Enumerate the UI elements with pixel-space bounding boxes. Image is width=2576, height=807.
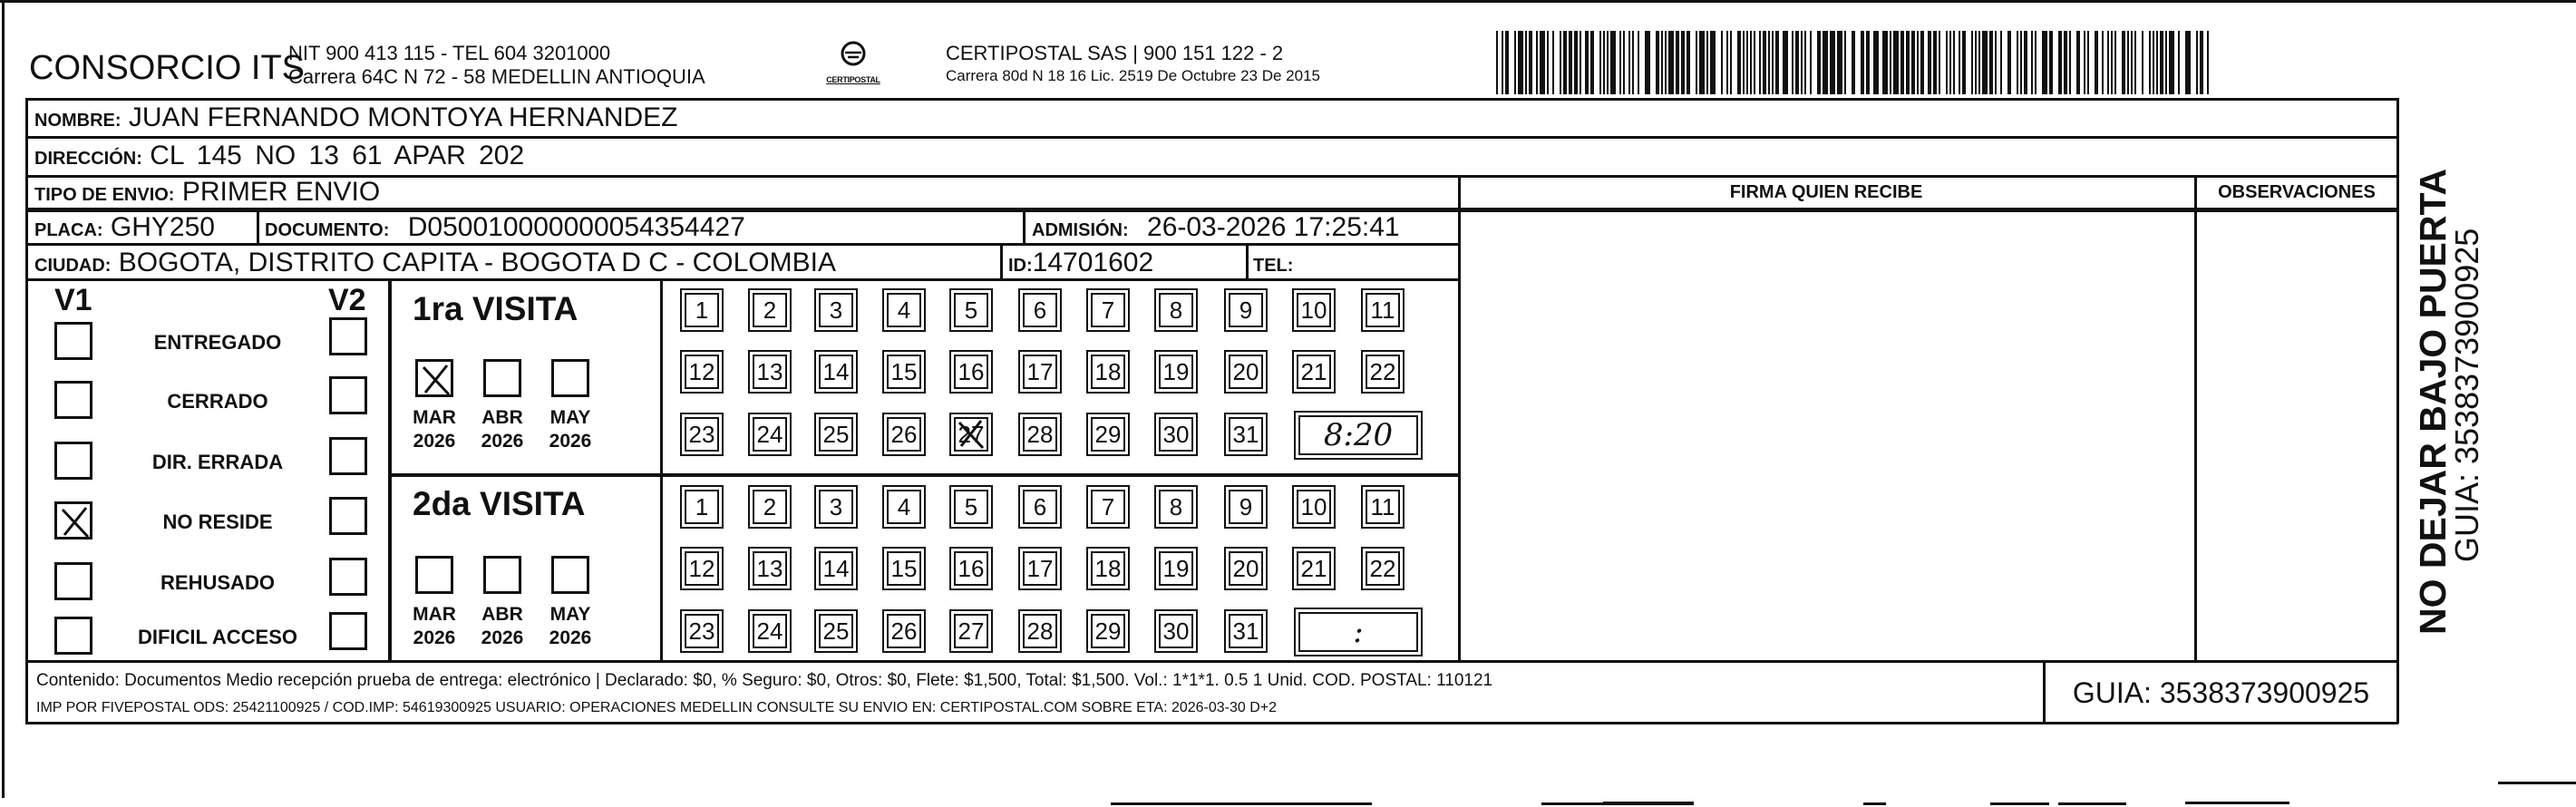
day-box[interactable]: 17 bbox=[1023, 355, 1057, 389]
ciudad-label: CIUDAD: bbox=[34, 256, 112, 276]
day-box[interactable]: 11 bbox=[1366, 490, 1400, 524]
rule bbox=[25, 175, 2398, 178]
day-check-mark bbox=[954, 417, 988, 452]
v1-checkbox[interactable] bbox=[54, 617, 92, 655]
month-year: 2026 bbox=[413, 627, 456, 648]
month-checkbox[interactable] bbox=[483, 359, 521, 397]
day-box[interactable]: 6 bbox=[1023, 293, 1057, 327]
day-box[interactable]: 30 bbox=[1159, 417, 1193, 452]
direccion-label: DIRECCIÓN: bbox=[34, 149, 142, 169]
ciudad-field bbox=[34, 248, 836, 278]
scan-mark bbox=[1603, 802, 1694, 805]
day-box[interactable]: 2 bbox=[753, 490, 787, 524]
month-name: ABR bbox=[481, 407, 523, 428]
day-box[interactable]: 21 bbox=[1297, 355, 1331, 389]
day-box[interactable]: 18 bbox=[1091, 355, 1125, 389]
day-box[interactable]: 15 bbox=[887, 551, 921, 586]
admision-label: ADMISIÓN: bbox=[1032, 220, 1129, 240]
day-box[interactable]: 7 bbox=[1091, 293, 1125, 327]
id-value: 14701602 bbox=[1032, 248, 1154, 277]
day-box[interactable]: 23 bbox=[685, 614, 719, 648]
day-box[interactable]: 29 bbox=[1091, 614, 1125, 648]
month-year: 2026 bbox=[481, 627, 524, 648]
placa-value: GHY250 bbox=[110, 212, 215, 242]
rule bbox=[388, 278, 392, 660]
side-warning: NO DEJAR BAJO PUERTA bbox=[2412, 168, 2454, 635]
documento-value: D050010000000054354427 bbox=[407, 212, 745, 242]
status-option-label: CERRADO bbox=[167, 390, 268, 413]
nombre-label: NOMBRE: bbox=[34, 111, 122, 131]
scan-mark bbox=[1990, 802, 2049, 805]
observaciones-header: OBSERVACIONES bbox=[2218, 182, 2376, 202]
day-box[interactable]: 18 bbox=[1091, 551, 1125, 586]
rule bbox=[25, 98, 28, 724]
status-option-label: DIFICIL ACCESO bbox=[137, 626, 297, 648]
day-box[interactable]: 3 bbox=[819, 490, 853, 524]
rule bbox=[25, 722, 2398, 724]
footer-guia: GUIA: 3538373900925 bbox=[2072, 676, 2370, 709]
month-year: 2026 bbox=[481, 431, 524, 452]
day-box[interactable]: 24 bbox=[753, 614, 787, 648]
month-label bbox=[540, 603, 600, 650]
rule bbox=[1458, 175, 1461, 660]
v2-header: V2 bbox=[328, 283, 366, 317]
nombre-field bbox=[34, 102, 678, 133]
day-box[interactable]: 27 bbox=[954, 417, 988, 452]
scan-mark bbox=[1863, 802, 1886, 805]
day-box[interactable]: 14 bbox=[819, 355, 853, 389]
month-label bbox=[472, 603, 532, 650]
day-box[interactable]: 23 bbox=[685, 417, 719, 452]
day-box[interactable]: 13 bbox=[753, 355, 787, 389]
month-year: 2026 bbox=[549, 431, 592, 452]
day-box[interactable]: 13 bbox=[753, 551, 787, 586]
day-box[interactable]: 9 bbox=[1229, 490, 1263, 524]
time-box[interactable]: : bbox=[1298, 612, 1418, 652]
day-box[interactable]: 31 bbox=[1229, 614, 1263, 648]
rule bbox=[2396, 98, 2399, 724]
admision-field bbox=[1032, 212, 1400, 243]
day-box[interactable]: 9 bbox=[1229, 293, 1263, 327]
month-label bbox=[404, 406, 464, 453]
v1-checkbox[interactable] bbox=[54, 381, 92, 419]
id-field bbox=[1008, 248, 1153, 278]
scan-mark bbox=[2185, 802, 2289, 804]
day-box[interactable]: 25 bbox=[819, 417, 853, 452]
day-box[interactable]: 22 bbox=[1366, 355, 1400, 389]
day-box[interactable]: 19 bbox=[1159, 551, 1193, 586]
day-box[interactable]: 11 bbox=[1366, 293, 1400, 327]
day-box[interactable]: 24 bbox=[753, 417, 787, 452]
status-option-label: DIR. ERRADA bbox=[151, 451, 284, 473]
day-box[interactable]: 26 bbox=[887, 417, 921, 452]
documento-field bbox=[265, 212, 745, 243]
day-box[interactable]: 1 bbox=[685, 293, 719, 327]
day-box[interactable]: 5 bbox=[954, 293, 988, 327]
day-box[interactable]: 2 bbox=[753, 293, 787, 327]
day-box[interactable]: 31 bbox=[1229, 417, 1263, 452]
id-label: ID: bbox=[1008, 256, 1033, 276]
day-box[interactable]: 6 bbox=[1023, 490, 1057, 524]
day-box[interactable]: 27 bbox=[954, 614, 988, 648]
day-box[interactable]: 16 bbox=[954, 551, 988, 586]
day-box[interactable]: 5 bbox=[954, 490, 988, 524]
day-box[interactable]: 4 bbox=[887, 293, 921, 327]
status-option-label: REHUSADO bbox=[160, 571, 275, 594]
month-name: MAY bbox=[549, 604, 591, 625]
rule bbox=[257, 208, 259, 243]
month-checkbox[interactable] bbox=[415, 359, 453, 397]
day-box[interactable]: 25 bbox=[819, 614, 853, 648]
company-line1: NIT 900 413 115 - TEL 604 3201000 bbox=[288, 42, 611, 64]
v1-checkbox[interactable] bbox=[54, 322, 92, 360]
carrier-line1: CERTIPOSTAL SAS | 900 151 122 - 2 bbox=[946, 42, 1284, 64]
day-box[interactable]: 3 bbox=[819, 293, 853, 327]
footer-line1: Contenido: Documentos Medio recepción prueba de entrega: electrónico | Declarado: $0, % Seguro: $0, Otros: $0, Flete: $1,500, Total: $1,500. Vol.: 1*1*1. 0.5 1 Unid. COD. POSTAL: 110121 bbox=[36, 671, 1493, 690]
company-name: CONSORCIO ITS bbox=[29, 49, 306, 87]
rule bbox=[660, 278, 663, 660]
carrier-line2: Carrera 80d N 18 16 Lic. 2519 De Octubre 23 De 2015 bbox=[946, 67, 1320, 84]
month-checkbox[interactable] bbox=[551, 359, 589, 397]
day-box[interactable]: 1 bbox=[685, 490, 719, 524]
ciudad-value: BOGOTA, DISTRITO CAPITA - BOGOTA D C - COLOMBIA bbox=[118, 248, 836, 277]
day-box[interactable]: 17 bbox=[1023, 551, 1057, 586]
rule bbox=[1246, 243, 1249, 278]
direccion-field bbox=[34, 141, 524, 171]
rule bbox=[25, 98, 2398, 101]
company-line2: Carrera 64C N 72 - 58 MEDELLIN ANTIOQUIA bbox=[288, 65, 705, 88]
rule bbox=[25, 278, 1458, 281]
top-rule bbox=[0, 0, 2576, 3]
time-box[interactable]: 8:20 bbox=[1298, 415, 1418, 455]
month-label bbox=[472, 406, 532, 453]
visit2-title: 2da VISITA bbox=[413, 485, 586, 522]
logo-text: CERTIPOSTAL bbox=[826, 75, 880, 84]
visit1-title: 1ra VISITA bbox=[413, 290, 578, 327]
rule bbox=[25, 243, 1458, 246]
scan-mark bbox=[1111, 802, 1372, 805]
month-name: MAR bbox=[413, 407, 456, 428]
tel-label: TEL: bbox=[1253, 256, 1294, 276]
month-year: 2026 bbox=[413, 431, 456, 452]
day-box[interactable]: 26 bbox=[887, 614, 921, 648]
day-box[interactable]: 4 bbox=[887, 490, 921, 524]
left-edge bbox=[2, 0, 5, 798]
tel-field bbox=[1253, 248, 1293, 278]
day-box[interactable]: 20 bbox=[1229, 551, 1263, 586]
v1-header: V1 bbox=[54, 283, 92, 317]
day-box[interactable]: 8 bbox=[1159, 293, 1193, 327]
month-checkbox[interactable] bbox=[483, 556, 521, 594]
day-box[interactable]: 8 bbox=[1159, 490, 1193, 524]
certipostal-logo bbox=[821, 40, 886, 84]
month-label bbox=[540, 406, 600, 453]
month-name: MAY bbox=[549, 407, 591, 428]
v1-checkbox[interactable] bbox=[54, 442, 92, 480]
v1-checkbox[interactable] bbox=[54, 562, 92, 600]
day-box[interactable]: 30 bbox=[1159, 614, 1193, 648]
day-box[interactable]: 12 bbox=[685, 551, 719, 586]
documento-label: DOCUMENTO: bbox=[265, 220, 390, 240]
rule bbox=[1023, 208, 1026, 243]
rule bbox=[388, 473, 1458, 477]
day-box[interactable]: 21 bbox=[1297, 551, 1331, 586]
tipo-value: PRIMER ENVIO bbox=[181, 177, 381, 207]
status-option-label: ENTREGADO bbox=[153, 331, 282, 354]
day-box[interactable]: 28 bbox=[1023, 614, 1057, 648]
rule bbox=[2194, 175, 2197, 660]
month-name: ABR bbox=[481, 604, 523, 625]
tipo-label: TIPO DE ENVIO: bbox=[34, 185, 175, 205]
day-box[interactable]: 19 bbox=[1159, 355, 1193, 389]
firma-header: FIRMA QUIEN RECIBE bbox=[1729, 182, 1923, 202]
month-year: 2026 bbox=[549, 627, 592, 648]
day-box[interactable]: 10 bbox=[1297, 490, 1331, 524]
rule bbox=[1000, 243, 1003, 278]
month-label bbox=[404, 603, 464, 650]
scan-mark bbox=[2058, 802, 2126, 805]
tipo-field bbox=[34, 177, 380, 208]
month-name: MAR bbox=[413, 604, 456, 625]
placa-label: PLACA: bbox=[34, 220, 103, 240]
day-box[interactable]: 14 bbox=[819, 551, 853, 586]
month-checkbox[interactable] bbox=[551, 556, 589, 594]
day-box[interactable]: 12 bbox=[685, 355, 719, 389]
scan-mark bbox=[2498, 782, 2576, 784]
month-checkbox[interactable] bbox=[415, 556, 453, 594]
day-box[interactable]: 20 bbox=[1229, 355, 1263, 389]
direccion-value: CL 145 NO 13 61 APAR 202 bbox=[150, 141, 525, 170]
side-guia: GUIA: 3538373900925 bbox=[2448, 228, 2485, 562]
day-box[interactable]: 7 bbox=[1091, 490, 1125, 524]
v1-checkbox[interactable] bbox=[54, 501, 92, 540]
nombre-value: JUAN FERNANDO MONTOYA HERNANDEZ bbox=[128, 102, 678, 132]
rule bbox=[25, 136, 2398, 139]
status-option-label: NO RESIDE bbox=[162, 510, 273, 533]
day-box[interactable]: 16 bbox=[954, 355, 988, 389]
barcode bbox=[1496, 31, 2217, 94]
day-box[interactable]: 15 bbox=[887, 355, 921, 389]
day-box[interactable]: 29 bbox=[1091, 417, 1125, 452]
placa-field bbox=[34, 212, 215, 243]
footer-line2: IMP POR FIVEPOSTAL ODS: 25421100925 / COD.IMP: 54619300925 USUARIO: OPERACIONES MEDELLIN CONSULTE SU ENVIO EN: CERTIPOSTAL.COM SOBRE ETA: 2026-03-30 D+2 bbox=[36, 700, 1278, 715]
day-box[interactable]: 10 bbox=[1297, 293, 1331, 327]
admision-value: 26-03-2026 17:25:41 bbox=[1147, 212, 1400, 242]
day-box[interactable]: 28 bbox=[1023, 417, 1057, 452]
day-box[interactable]: 22 bbox=[1366, 551, 1400, 586]
